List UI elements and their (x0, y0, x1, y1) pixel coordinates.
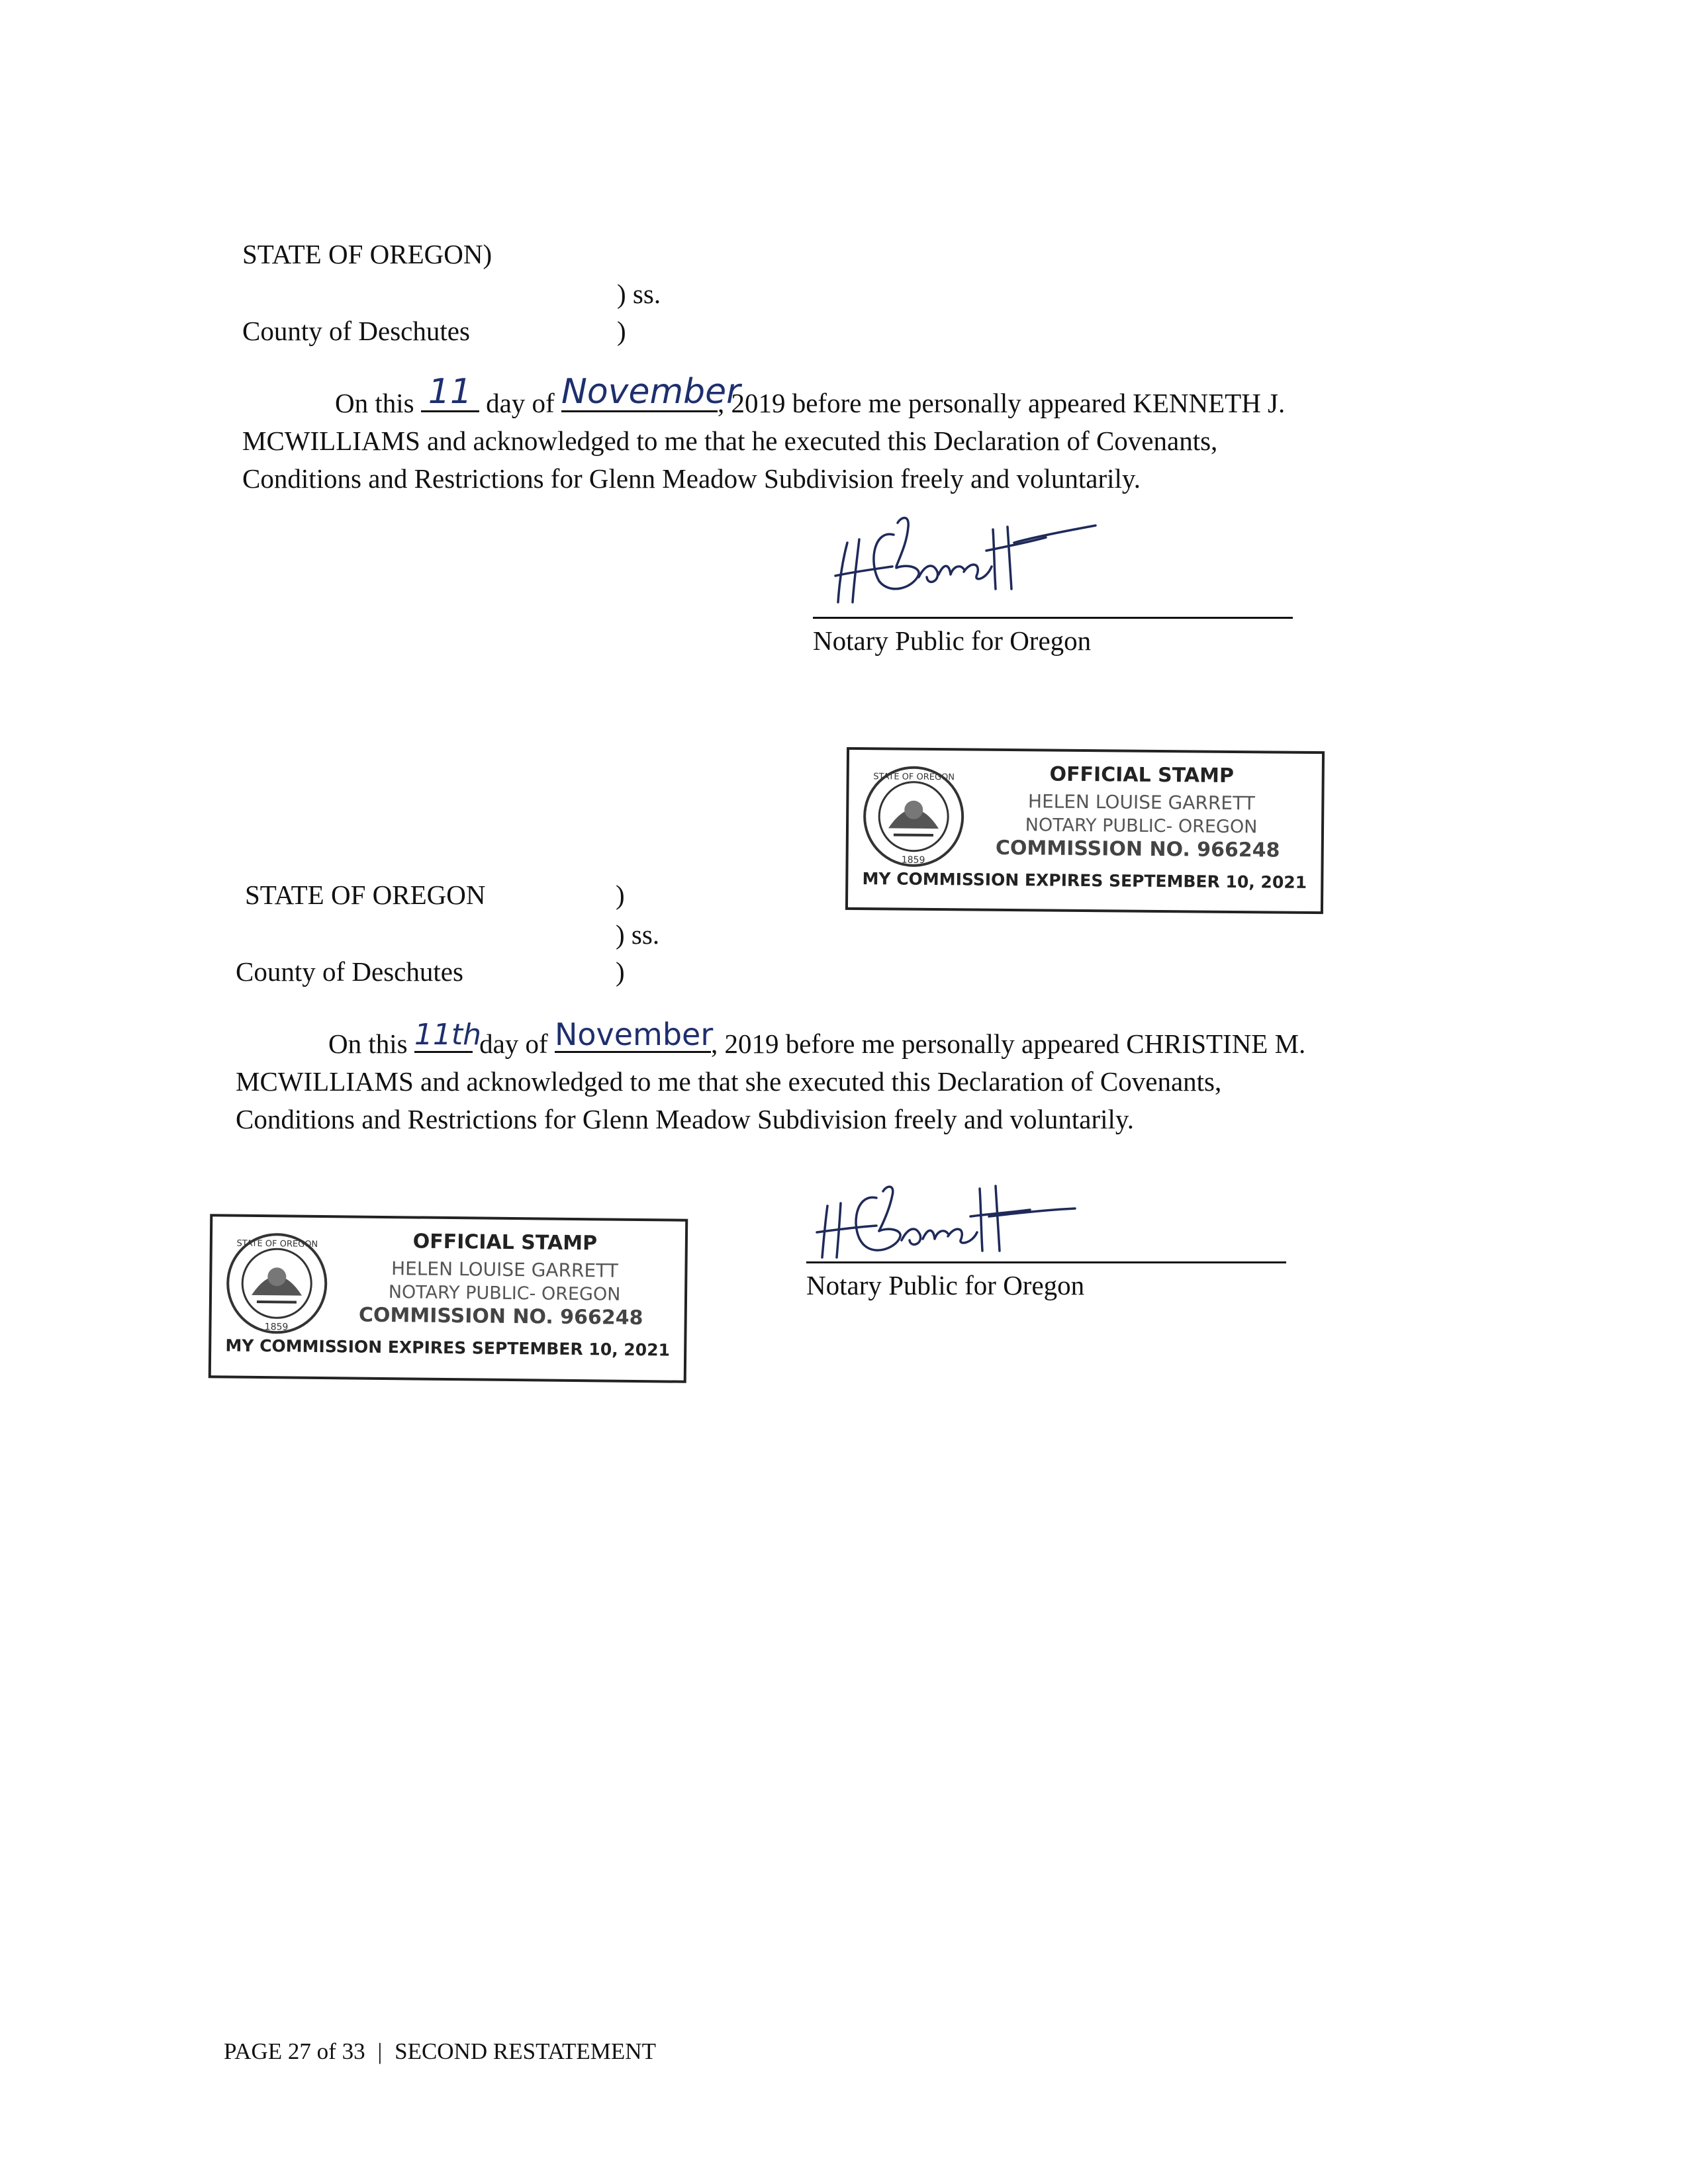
state-heading-1: STATE OF OREGON) (242, 239, 492, 269)
month-blank (561, 372, 741, 412)
acknowledgment-line-3: Conditions and Restrictions for Glenn Meadow Subdivision freely and voluntarily. (236, 1104, 1134, 1134)
acknowledgment-line-1: On this 11th day of November , 2019 before me personally appeared CHRISTINE M. (328, 1017, 1306, 1059)
county-heading-2: County of Deschutes (236, 956, 463, 987)
acknowledgment-paragraph-2 (236, 1017, 1306, 1138)
svg-text:STATE OF OREGON: STATE OF OREGON (236, 1238, 318, 1250)
handwritten-day: 11th (414, 1018, 481, 1052)
day-blank (414, 1018, 481, 1053)
stamp-name: HELEN LOUISE GARRETT (391, 1257, 619, 1282)
svg-text:STATE OF OREGON: STATE OF OREGON (873, 772, 955, 783)
handwritten-day: 11 (428, 372, 472, 412)
signature-caption-2: Notary Public for Oregon (806, 1270, 1085, 1300)
state-heading-2: STATE OF OREGON (245, 880, 486, 910)
acknowledgment-line-3: Conditions and Restrictions for Glenn Meadow Subdivision freely and voluntarily. (242, 463, 1141, 494)
document-title: SECOND RESTATEMENT (395, 2038, 656, 2064)
signature-caption-1: Notary Public for Oregon (813, 625, 1092, 656)
stamp-title: OFFICIAL STAMP (1049, 762, 1235, 788)
county-paren-1: ) (617, 316, 626, 346)
acknowledgment-paragraph-1 (242, 372, 1286, 498)
page-footer (224, 2040, 656, 2063)
notary-signature-2 (810, 1179, 1088, 1265)
acknowledgment-line-2: MCWILLIAMS and acknowledged to me that she executed this Declaration of Covenants, (236, 1066, 1222, 1097)
page-number: PAGE 27 of 33 (224, 2038, 365, 2064)
signature-line-2 (806, 1261, 1286, 1263)
stamp-commission: COMMISSION NO. 966248 (358, 1303, 643, 1330)
ss-marker-2: ) ss. (616, 919, 660, 950)
stamp-name: HELEN LOUISE GARRETT (1027, 790, 1255, 815)
footer-separator: | (377, 2038, 383, 2064)
handwritten-month: November (561, 372, 741, 412)
svg-text:1859: 1859 (901, 854, 925, 866)
state-seal-icon (223, 1230, 330, 1337)
signature-text-2: HGarrett (813, 1181, 841, 1191)
svg-text:1859: 1859 (264, 1322, 289, 1333)
ss-marker-1: ) ss. (617, 279, 661, 309)
day-blank (421, 372, 479, 412)
month-blank (554, 1017, 714, 1053)
county-heading-1: County of Deschutes (242, 316, 470, 346)
official-stamp-1 (845, 747, 1325, 914)
stamp-expires: MY COMMISSION EXPIRES SEPTEMBER 10, 2021 (225, 1336, 671, 1360)
signature-line-1 (813, 617, 1293, 619)
state-seal-icon (860, 763, 966, 870)
official-stamp-2 (209, 1214, 688, 1383)
signature-text-1: HGarrett (830, 516, 859, 525)
stamp-expires: MY COMMISSION EXPIRES SEPTEMBER 10, 2021 (862, 869, 1307, 892)
stamp-role: NOTARY PUBLIC- OREGON (388, 1282, 621, 1305)
county-paren-2: ) (616, 956, 625, 987)
stamp-commission: COMMISSION NO. 966248 (995, 836, 1280, 862)
notary-signature-1 (827, 503, 1105, 612)
handwritten-month: November (554, 1017, 714, 1052)
acknowledgment-line-2: MCWILLIAMS and acknowledged to me that he executed this Declaration of Covenants, (242, 426, 1218, 456)
acknowledgment-line-1: On this 11 day of November , 2019 before me personally appeared KENNETH J. (335, 372, 1286, 418)
stamp-role: NOTARY PUBLIC- OREGON (1025, 815, 1258, 838)
stamp-title: OFFICIAL STAMP (412, 1230, 598, 1255)
state-paren-2: ) (616, 880, 625, 910)
